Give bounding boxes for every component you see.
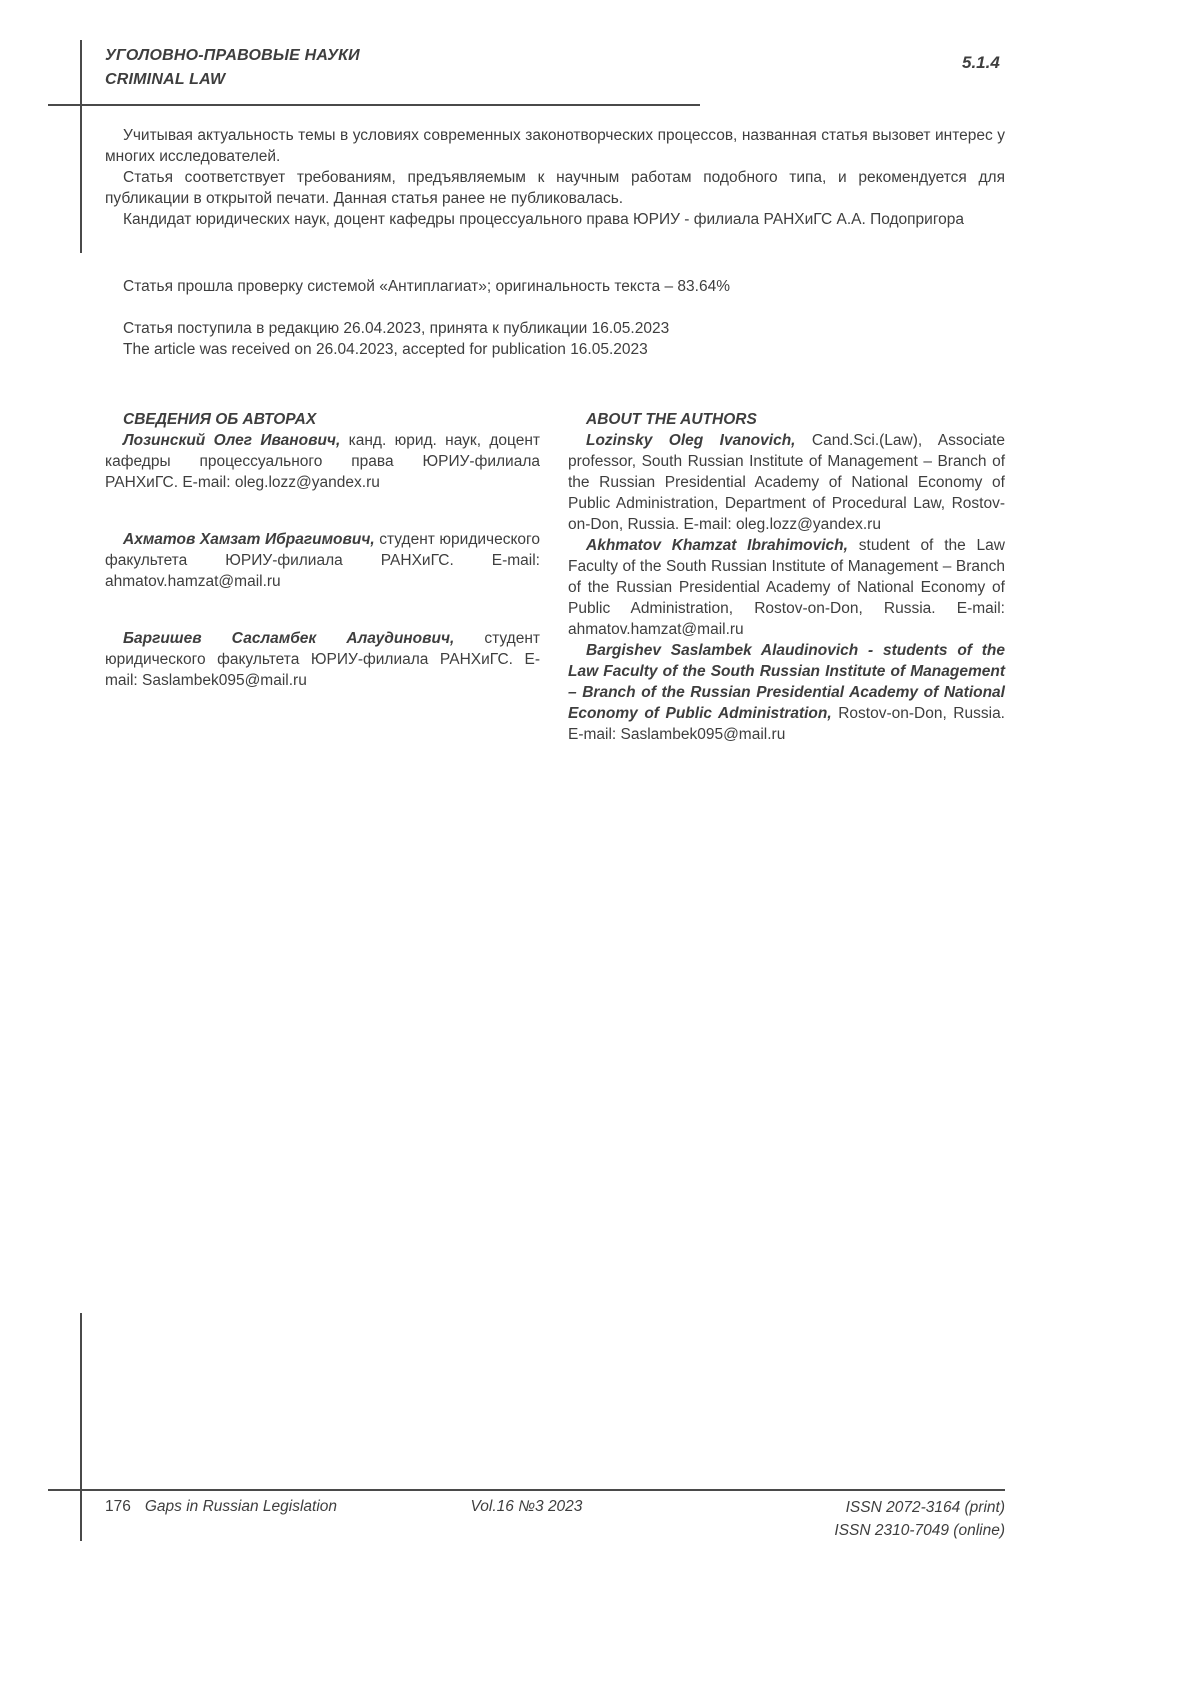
author-details: student of the Law Faculty of the South Russian Institute of Management – Branch of the Russian Presidential Academy of National Economy of Public Administration, Rostov-on-Don, Russia. E-mail: ahmatov.hamzat@mail.ru [568,537,1005,638]
author-details: Rostov-on-Don, Russia. E-mail: Saslambek095@mail.ru [568,705,1005,743]
author-entry [568,535,1005,640]
authors-section-en [568,409,1005,745]
review-paragraph-1: Учитывая актуальность темы в условиях современных законотворческих процессов, названная статья вызовет интерес у многих исследователей. [105,127,1005,165]
author-entry [105,430,540,493]
author-entry [105,529,540,592]
header-classification-code: 5.1.4 [962,53,1000,72]
authors-section-ru [105,409,540,745]
page-content [105,125,1005,745]
author-name: Лозинский Олег Иванович, [123,432,341,449]
header-rule [48,104,700,106]
author-details: студент юридического факультета ЮРИУ-филиала РАНХиГС. E-mail: Saslambek095@mail.ru [105,630,540,689]
header-rubric [105,44,360,92]
authors-columns [105,409,1005,745]
author-entry [105,628,540,691]
footer-issn [605,1496,1005,1542]
footer-journal-title: Gaps in Russian Legislation [144,1498,338,1515]
author-name: Akhmatov Khamzat Ibrahimovich, [586,537,848,554]
footer-issn-print: ISSN 2072-3164 (print) [845,1499,1005,1516]
author-name: Bargishev Saslambek Alaudinovich - students of the Law Faculty of the South Russian Institute of Management – Branch of the Russian Presidential Academy of National Economy of Public Administration, [568,642,1005,722]
antiplagiat-note: Статья прошла проверку системой «Антиплагиат»; оригинальность текста – 83.64% [123,278,730,295]
footer-page-number: 176 [105,1498,131,1515]
author-entry [568,430,1005,535]
received-date-ru: Статья поступила в редакцию 26.04.2023, принята к публикации 16.05.2023 [123,320,670,337]
footer-rule [48,1489,1005,1491]
footer-volume: Vol.16 №3 2023 [470,1498,583,1515]
authors-heading-ru: СВЕДЕНИЯ ОБ АВТОРАХ [123,411,317,428]
authors-heading-en: ABOUT THE AUTHORS [586,411,757,428]
left-margin-rule-top [80,40,82,253]
review-paragraph-3: Кандидат юридических наук, доцент кафедры процессуального права ЮРИУ - филиала РАНХиГС А.А. Подопригора [123,211,965,228]
author-name: Lozinsky Oleg Ivanovich, [586,432,796,449]
received-date-en: The article was received on 26.04.2023, accepted for publication 16.05.2023 [123,341,648,358]
author-details: Cand.Sci.(Law), Associate professor, South Russian Institute of Management – Branch of the Russian Presidential Academy of National Economy of Public Administration, Department of Procedural Law, Rostov-on-Don, Russia. E-mail: oleg.lozz@yandex.ru [568,432,1005,533]
review-paragraph-2: Статья соответствует требованиям, предъявляемым к научным работам подобного типа, и рекомендуется для публикации в открытой печати. Данная статья ранее не публиковалась. [105,169,1005,207]
author-name: Баргишев Сасламбек Алаудинович, [123,630,455,647]
footer-issn-online: ISSN 2310-7049 (online) [834,1522,1005,1539]
header-rubric-ru: УГОЛОВНО-ПРАВОВЫЕ НАУКИ [105,47,360,64]
author-name: Ахматов Хамзат Ибрагимович, [123,531,375,548]
header-rubric-en: CRIMINAL LAW [105,71,226,88]
author-entry [568,640,1005,745]
author-details: канд. юрид. наук, доцент кафедры процессуального права ЮРИУ-филиала РАНХиГС. E-mail: oleg.lozz@yandex.ru [105,432,541,491]
author-details: студент юридического факультета ЮРИУ-филиала РАНХиГС. E-mail: ahmatov.hamzat@mail.ru [105,531,540,590]
